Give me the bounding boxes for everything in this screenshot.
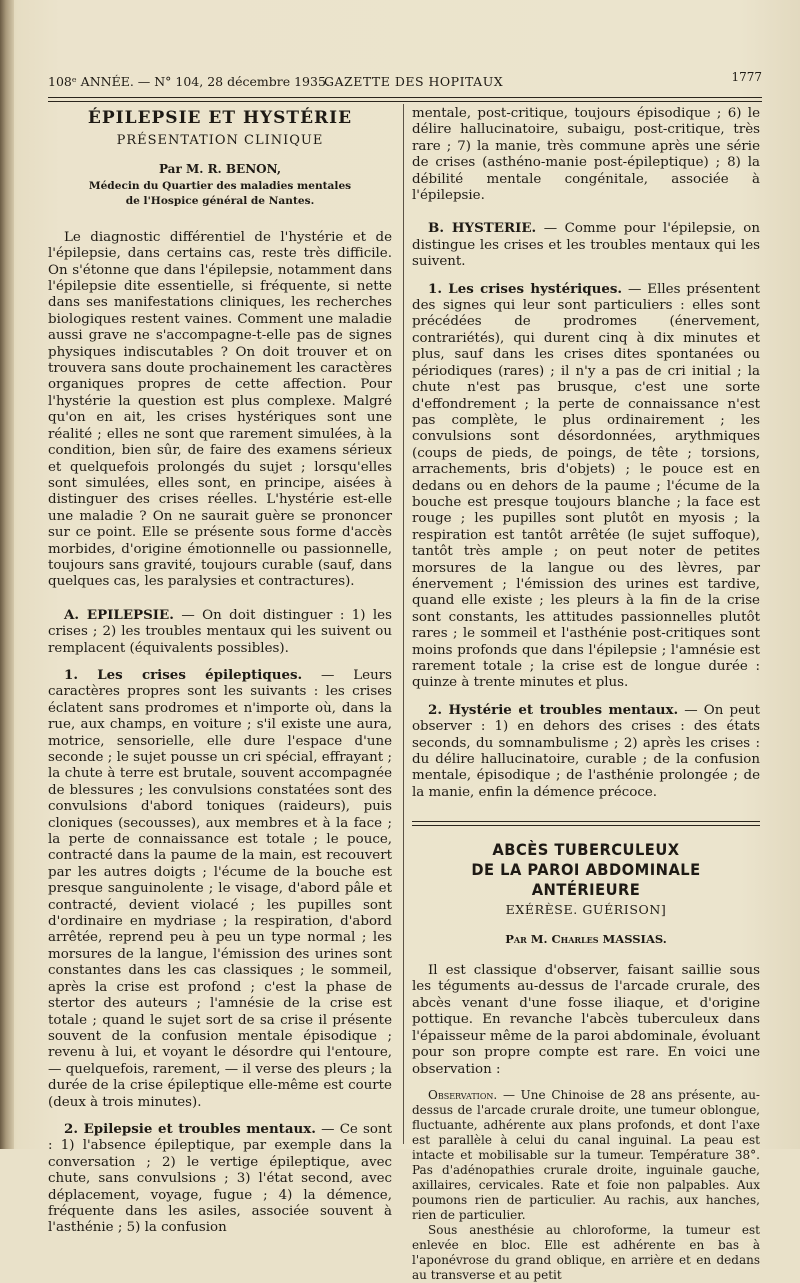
article-author: Par M. R. BENON, [158,162,282,177]
article2-author: Par M. Charles MASSIAS. [505,931,667,946]
article2-intro: Il est classique d'observer, faisant saillie sous les téguments au-dessus de l'arcade crurale, des abcès venant d'une fosse iliaque, et d'origine pottique. En revanche l'abcès tuberculeux dans l'épaisseur même de la paroi abdominale, évoluant pour son propre compte est rare. En voici une observation : [412,963,760,1077]
section-b-heading: B. HYSTERIE. [428,220,537,237]
author-affiliation-line2: de l'Hospice général de Nantes. [125,194,315,207]
a1-text: — Leurs caractères propres sont les suivants : les crises éclatent sans prodromes et n'importe où, dans la rue, aux champs, en voiture ; s'il existe une aura, motrice, sensorielle, elle dure l'espace d'une seconde ; le sujet pousse un cri spécial, effrayant ; la chute à terre est brutale, souvent accompagnée de blessures ; les convulsions constatées sont des convulsions d'abord toniques (raideurs), puis cloniques (secousses), aux membres et à la face ; la perte de connaissance est totale ; le pouce, contracté dans la paume de la main, est recouvert par les autres doigts ; l'écume de la bouche est presque sanguinolente ; le visage, d'abord pâle et contracté, devient violacé ; les pupilles sont d'ordinaire en mydriase ; la respiration, d'abord arrêtée, reprend peu à peu un type normal ; les morsures de la langue, l'émission des urines sont constantes dans les cas classiques ; le sommeil, après la crise est profond ; c'est la phase de stertor des auteurs ; l'amnésie de la crise est totale ; quand le sujet sort de sa crise il présente souvent de la confusion mentale épisodique ; revenu à lui, et voyant le désordre qui l'entoure, — quelquefois, rarement, — il verse des pleurs ; la durée de la crise épileptique elle-même est courte (deux à trois minutes). [48,667,392,1110]
article2-subtitle: EXÉRÈSE. GUÉRISON] [505,902,667,918]
section-b-paragraph [412,220,760,270]
observation-paragraph [412,1088,760,1223]
header-rule [48,97,762,102]
observation-heading: Observation. [428,1087,498,1102]
page-header [48,70,762,94]
a1-heading: 1. Les crises épileptiques. [64,666,303,683]
intro-paragraph: Le diagnostic différentiel de l'hystérie et de l'épilepsie, dans certains cas, reste très difficile. On s'étonne que dans l'épilepsie, notamment dans l'épilepsie dite essentielle, si fréquente, si nette dans ses manifestations cliniques, les recherches biologiques restent vaines. Comment une maladie aussi grave ne s'accompagne-t-elle pas de signes physiques indiscutables ? On doit trouver et on trouvera sans doute prochainement les caractères organiques propres de cette affection. Pour l'hystérie la question est plus complexe. Malgré qu'on en ait, les crises hystériques sont une réalité ; elles ne sont que rarement simulées, à la condition, bien sûr, de faire des examens sérieux et quelquefois prolongés du sujet ; lorsqu'elles sont simulées, elles sont, en principe, aisées à distinguer des crises réelles. L'hystérie est-elle une maladie ? On ne saurait guère se prononcer sur ce point. Elle se présente sous forme d'accès morbides, d'origine émotionnelle ou passionnelle, toujours sans gravité, toujours curable (sauf, dans quelques cas, les paralysies et contractures). [48,229,392,590]
journal-name: GAZETTE DES HOPITAUX [324,74,504,89]
a2-heading: 2. Epilepsie et troubles mentaux. [64,1120,316,1137]
article2-title-line1: ABCÈS TUBERCULEUX [492,840,680,860]
a2-text: — Ce sont : 1) l'absence épileptique, par exemple dans la conversation ; 2) le vertige épileptique, avec chute, sans convulsions ; 3) l'état second, avec déplacement, voyage, fugue ; 4) la démence, fréquente dans les asiles, associée souvent à l'asthénie ; 5) la confusion [48,1121,392,1236]
article-title: ÉPILEPSIE ET HYSTÉRIE [87,108,353,128]
b2-heading: 2. Hystérie et troubles mentaux. [428,701,679,718]
left-column [48,106,392,1237]
issue-info: 108ᵉ ANNÉE. — N° 104, 28 décembre 1935. [48,74,330,89]
right-column [412,106,760,1283]
column-divider [403,104,404,1144]
section-a-paragraph [48,607,392,657]
author-affiliation-line1: Médecin du Quartier des maladies mentales [88,179,352,192]
b2-paragraph [412,702,760,801]
article2-title-line2: DE LA PAROI ABDOMINALE ANTÉRIEURE [471,860,701,900]
b1-heading: 1. Les crises hystériques. [428,280,623,297]
a2-paragraph [48,1121,392,1237]
observation-text: — Une Chinoise de 28 ans présente, au-dessus de l'arcade crurale droite, une tumeur oblongue, fluctuante, adhérente aux plans profonds, et dont l'axe est parallèle à celui du canal inguinal. La peau est intacte et mobilisable sur la tumeur. Température 38°. Pas d'adénopathies crurale droite, inguinale gauche, axillaires, cervicales. Rate et foie non palpables. Aux poumons rien de particulier. Au rachis, aux hanches, rien de particulier. [412,1087,760,1222]
article-separator [412,821,760,826]
book-spine-shadow [0,0,14,1149]
b1-text: — Elles présentent des signes qui leur sont particuliers : elles sont précédées de prodromes (énervement, contrariétés), qui durent cinq à dix minutes et plus, sauf dans les crises dites spontanées ou périodiques (rares) ; il n'y a pas de cri initial ; la chute n'est pas brusque, c'est une sorte d'effondrement ; la perte de connaissance n'est pas complète, le plus ordinairement ; les convulsions sont désordonnées, arythmiques (coups de pieds, de poings, de tête ; torsions, arrachements, bris d'objets) ; le pouce est en dedans ou en dehors de la paume ; l'écume de la bouche est presque toujours blanche ; la face est rouge ; les pupilles sont plutôt en myosis ; la respiration est tantôt arrêtée (le sujet suffoque), tantôt très ample ; on peut noter de petites morsures de la langue ou des lèvres, par énervement ; l'émission des urines est tardive, quand elle existe ; les pleurs à la fin de la crise sont constants, les attitudes passionnelles plutôt rares ; le sommeil et l'asthénie post-critiques sont moins profonds que dans l'épilepsie ; l'amnésie est rarement totale ; la crise est de longue durée : quinze à trente minutes et plus. [412,281,760,691]
page-number: 1777 [731,70,762,84]
section-a-text: — On doit distinguer : 1) les crises ; 2) les troubles mentaux qui les suivent ou remplacent (équivalents possibles). [48,607,392,656]
b2-text: — On peut observer : 1) en dehors des crises : des états seconds, du somnambulisme ; 2) après les crises : du délire hallucinatoire, curable ; de la confusion mentale, épisodique ; de l'asthénie prolongée ; de la manie, enfin la démence précoce. [412,702,760,800]
section-b-text: — Comme pour l'épilepsie, on distingue les crises et les troubles mentaux qui les suivent. [412,221,760,270]
article-subtitle: PRÉSENTATION CLINIQUE [116,133,324,148]
section-a-heading: A. EPILEPSIE. [64,606,174,623]
a1-paragraph [48,667,392,1111]
a2-continued: mentale, post-critique, toujours épisodique ; 6) le délire hallucinatoire, subaigu, post-critique, très rare ; 7) la manie, très commune après une série de crises (asthéno-manie post-épileptique) ; 8) la débilité mentale congénitale, associée à l'épilepsie. [412,106,760,204]
observation-paragraph-2: Sous anesthésie au chloroforme, la tumeur est enlevée en bloc. Elle est adhérente en bas à l'aponévrose du grand oblique, en arrière et en dedans au transverse et au petit [412,1222,760,1282]
b1-paragraph [412,281,760,692]
